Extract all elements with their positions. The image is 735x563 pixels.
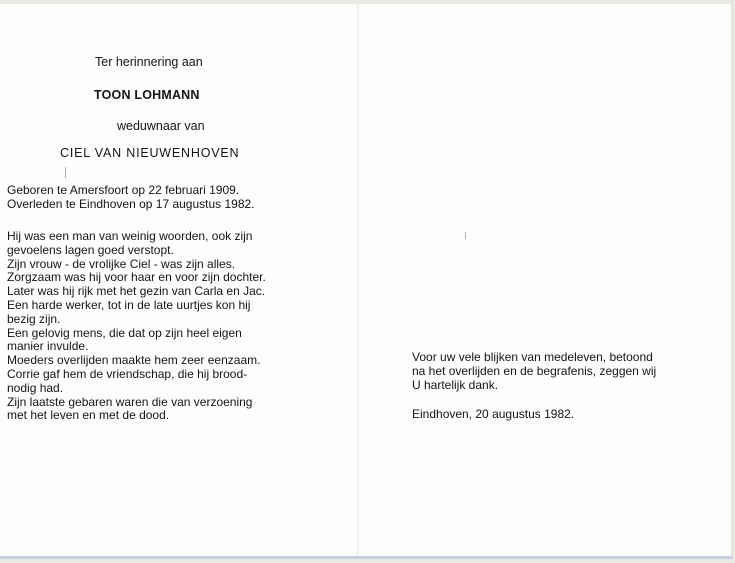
right-page — [359, 4, 733, 556]
spouse-name: CIEL VAN NIEUWENHOVEN — [60, 146, 240, 160]
tribute-text — [7, 230, 266, 423]
left-page — [0, 4, 357, 556]
tribute-line: Corrie gaf hem de vriendschap, die hij brood- — [7, 366, 248, 381]
tribute-line: met het leven en met de dood. — [7, 408, 170, 423]
tribute-line: gevoelens lagen goed verstopt. — [7, 242, 174, 257]
tribute-line: Hij was een man van weinig woorden, ook zijn — [7, 229, 253, 243]
tribute-line: Moeders overlijden maakte hem zeer eenzaam. — [7, 353, 261, 368]
memorial-card — [0, 4, 733, 559]
tribute-line: Zijn laatste gebaren waren die van verzoening — [7, 394, 253, 409]
life-dates — [7, 184, 255, 212]
tribute-line: Later was hij rijk met het gezin van Carla en Jac. — [7, 284, 266, 299]
tribute-line: manier invulde. — [7, 339, 89, 354]
tribute-line: bezig zijn. — [7, 311, 61, 326]
tribute-line: Zijn vrouw - de vrolijke Ciel - was zijn alles. — [7, 256, 236, 271]
relation-text: weduwnaar van — [117, 119, 205, 133]
tribute-line: nodig had. — [7, 380, 64, 395]
thanks-line: Voor uw vele blijken van medeleven, betoond — [412, 350, 653, 364]
tribute-line: Een gelovig mens, die dat op zijn heel eigen — [7, 325, 242, 340]
memorial-intro: Ter herinnering aan — [95, 55, 203, 69]
birth-line: Geboren te Amersfoort op 22 februari 1909. — [7, 183, 240, 197]
tribute-line: Een harde werker, tot in de late uurtjes kon hij — [7, 297, 251, 312]
tribute-line: Zorgzaam was hij voor haar en voor zijn dochter. — [7, 270, 266, 285]
death-line: Overleden te Eindhoven op 17 augustus 1982. — [7, 196, 255, 211]
print-speck — [465, 232, 466, 239]
deceased-name: TOON LOHMANN — [94, 88, 200, 102]
thanks-line: U hartelijk dank. — [412, 377, 499, 392]
print-speck — [65, 167, 66, 178]
place-date: Eindhoven, 20 augustus 1982. — [412, 407, 575, 421]
thanks-text — [412, 351, 656, 392]
thanks-line: na het overlijden en de begrafenis, zeggen wij — [412, 363, 657, 378]
